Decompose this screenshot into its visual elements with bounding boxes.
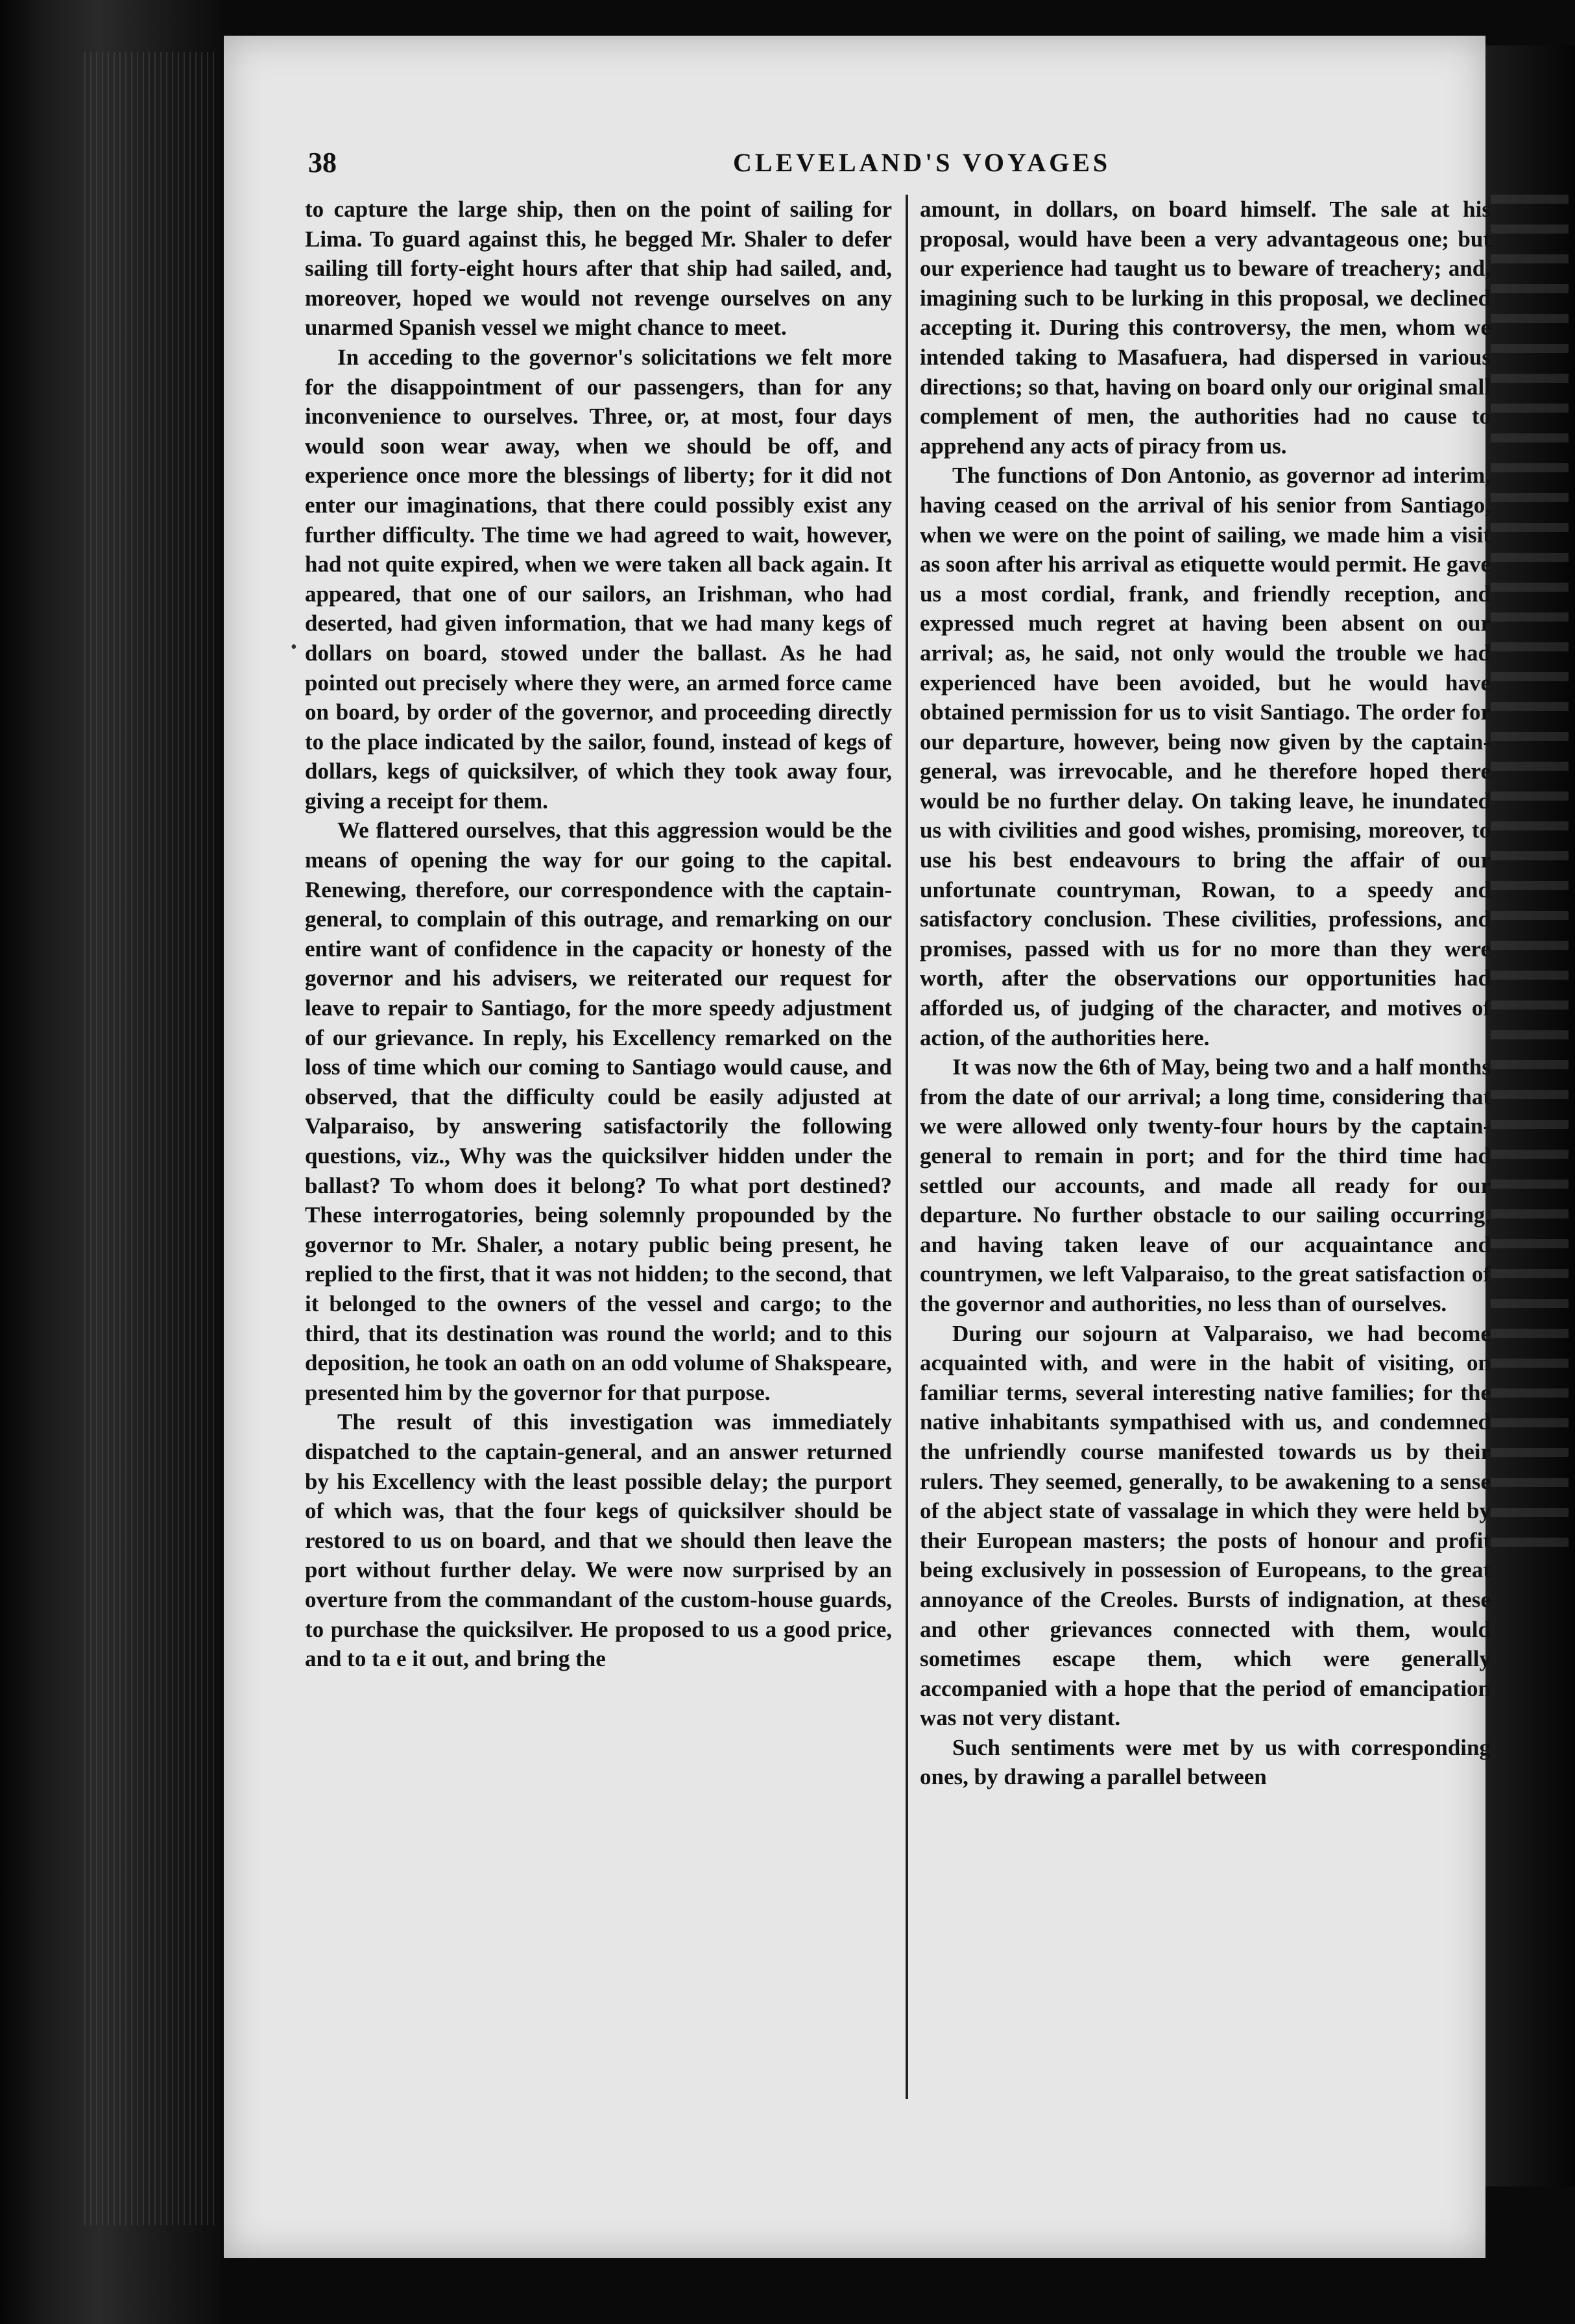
paragraph: In acceding to the governor's solicitations we felt more for the disappointment of our passengers, than for any inconvenience to ourselves. Three, or, at most, four days would soon wear away, when we should be off, and experience once more the blessings of liberty; for it did not enter our imaginations, that there could possibly exist any further difficulty. The time we had agreed to wait, however, had not quite expired, when we were taken all back again. It appeared, that one of our sailors, an Irishman, who had deserted, had given information, that we had many kegs of dollars on board, stowed under the ballast. As he had pointed out precisely where they were, an armed force came on board, by order of the governor, and proceeding directly to the place indicated by the sailor, found, instead of kegs of dollars, kegs of quicksilver, of which they took away four, giving a receipt for them. [305,344,892,814]
page-number: 38 [308,147,337,178]
paragraph: The result of this investigation was immediately dispatched to the captain-general, and an answer returned by his Excellency with the least possible delay; the purport of which was, that the four kegs of quicksilver should be restored to us on board, and that we should then leave the port without further delay. We were now surprised by an overture from the commandant of the custom-house guards, to purchase the quicksilver. He proposed to us a good price, and to ta e it out, and bring the [305,1409,892,1672]
paragraph: We flattered ourselves, that this aggression would be the means of opening the way for our going to the capital. Renewing, therefore, our correspondence with the captain-general, to complain of this outrage, and remarking on our entire want of confidence in the capacity or honesty of the governor and his advisers, we reiterated our request for leave to repair to Santiago, for the more speedy adjustment of our grievance. In reply, his Excellency remarked on the loss of time which our coming to Santiago would cause, and observed, that the difficulty could be easily adjusted at Valparaiso, by answering satisfactorily the following questions, viz., Why was the quicksilver hidden under the ballast? To whom does it belong? To what port destined? These interrogatories, being solemnly propounded by the governor to Mr. Shaler, a notary public being present, he replied to the first, that it was not hidden; to the second, that it belonged to the owners of the vessel and cargo; to the third, that its destination was round the world; and to this deposition, he took an oath on an odd volume of Shakspeare, presented him by the governor for that purpose. [305,817,892,1405]
margin-mark: • [291,637,297,657]
right-column [920,195,1491,1792]
page-stack-edges [84,52,214,2225]
paragraph: During our sojourn at Valparaiso, we had become acquainted with, and were in the habit of visiting, on familiar terms, several interesting native families; for the native inhabitants sympathised with us, and condemned the unfriendly course manifested towards us by their rulers. They seemed, generally, to be awakening to a sense of the abject state of vassalage in which they were held by their European masters; the posts of honour and profit being exclusively in possession of Europeans, to the great annoyance of the Creoles. Bursts of indignation, at these and other grievances connected with them, would sometimes escape them, which were generally accompanied with a hope that the period of emancipation was not very distant. [920,1320,1491,1731]
column-divider [906,195,908,2099]
facing-page-bleed [1491,195,1569,1557]
paragraph: amount, in dollars, on board himself. The sale at his proposal, would have been a very advantageous one; but our experience had taught us to beware of treachery; and, imagining such to be lurking in this proposal, we declined accepting it. During this controversy, the men, whom we intended taking to Masafuera, had dispersed in various directions; so that, having on board only our original small complement of men, the authorities had no cause to apprehend any acts of piracy from us. [920,197,1491,459]
page-header [308,146,1489,185]
running-title: CLEVELAND'S VOYAGES [733,148,1111,177]
paragraph: Such sentiments were met by us with corresponding ones, by drawing a parallel between [920,1734,1491,1790]
paragraph: The functions of Don Antonio, as governor ad interim, having ceased on the arrival of his senior from Santiago, when we were on the point of sailing, we made him a visit as soon after his arrival as etiquette would permit. He gave us a most cordial, frank, and friendly reception, and expressed much regret at having been absent on our arrival; as, he said, not only would the trouble we had experienced have been avoided, but he would have obtained permission for us to visit Santiago. The order for our departure, however, being now given by the captain-general, was irrevocable, and he therefore hoped there would be no further delay. On taking leave, he inundated us with civilities and good wishes, promising, moreover, to use his best endeavours to bring the affair of our unfortunate countryman, Rowan, to a speedy and satisfactory conclusion. These civilities, professions, and promises, passed with us for no more than they were worth, after the observations our opportunities had afforded us, of judging of the character, and motives of action, of the authorities here. [920,463,1491,1050]
paragraph: It was now the 6th of May, being two and a half months from the date of our arrival; a long time, considering that we were allowed only twenty-four hours by the captain-general to remain in port; and for the third time had settled our accounts, and made all ready for our departure. No further obstacle to our sailing occurring, and having taken leave of our acquaintance and countrymen, we left Valparaiso, to the great satisfaction of the governor and authorities, no less than of ourselves. [920,1054,1491,1316]
left-column [305,195,892,1674]
paragraph: to capture the large ship, then on the point of sailing for Lima. To guard against this, he begged Mr. Shaler to defer sailing till forty-eight hours after that ship had sailed, and, moreover, hoped we would not revenge ourselves on any unarmed Spanish vessel we might chance to meet. [305,197,892,341]
